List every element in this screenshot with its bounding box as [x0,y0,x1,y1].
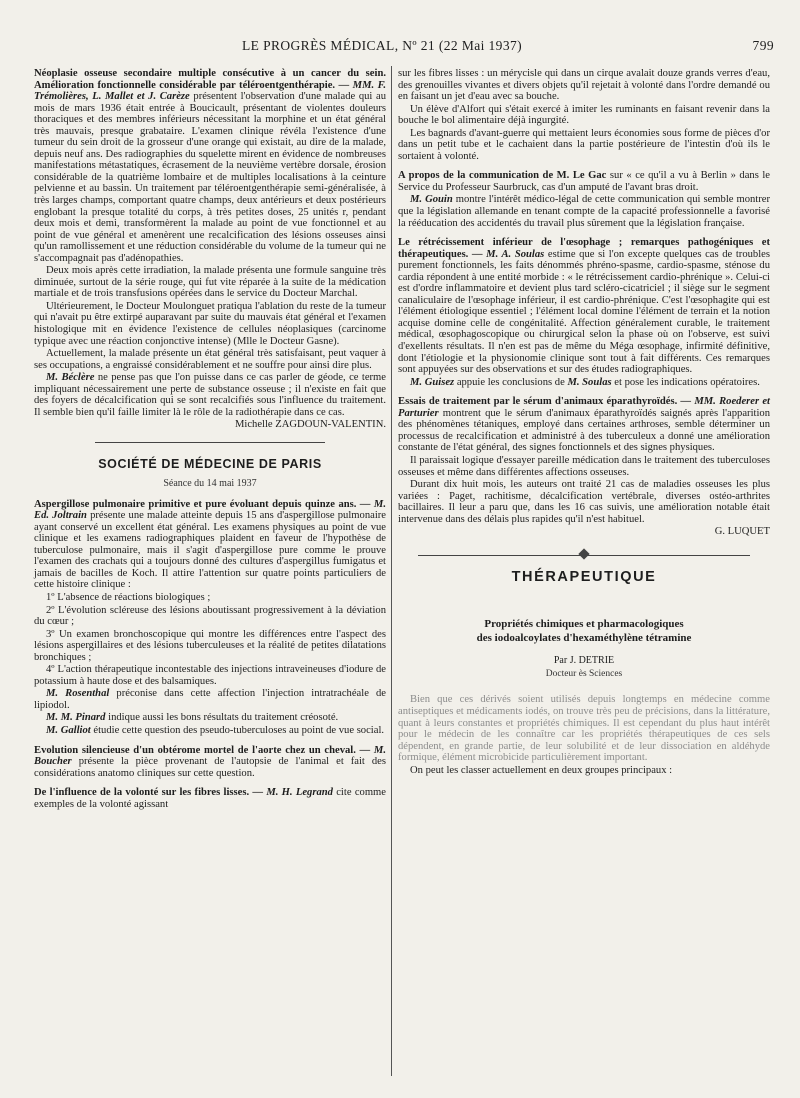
paragraph-serum-3: Durant dix huit mois, les auteurs ont traité 21 cas de maladies osseuses les plus variées : Paget, rachitisme, décalcification vertébrale, diverses ostéo-arthrites bacillaires. Il leur a paru que, dans les 16 cas suivis, une amélioration notable était intervenue dans des délais plus rapides qu'il n'est habituel. [398,479,770,525]
paragraph-influence-cont-2: Un élève d'Alfort qui s'était exercé à imiter les ruminants en faisant revenir dans la bouche le bol alimentaire déjà ingurgité. [398,103,770,127]
article-title-gac: A propos de la communication de M. Le Gac [398,170,607,182]
paragraph-beclere [34,372,386,418]
article-title-serum: Essais de traitement par le sérum d'animaux éparathyroïdés. [398,396,678,408]
page-number: 799 [752,38,774,53]
author-galliot: M. Galliot [46,724,91,736]
right-column [398,68,770,777]
authors-neoplasie: — MM. F. Trémolières, L. Mallet et J. Carèze [34,79,386,103]
authors-serum: — MM. Roederer et Parturier [398,396,770,419]
paragraph-serum [398,396,770,454]
author-pinard: M. M. Pinard [46,712,106,724]
article-title-line-2: des iodoalcoylates d'hexaméthylène tétramine [476,632,692,645]
list-item: 1º L'absence de réactions biologiques ; [46,591,211,603]
running-title: LE PROGRÈS MÉDICAL, Nº 21 (22 Mai 1937) [242,38,523,53]
authors-oesophage: — M. A. Soulas [471,248,545,260]
list-item: 2º L'évolution scléreuse des lésions aboutissant progressivement à la déviation du cœur ; [34,604,386,628]
paragraph-evolution [34,745,386,780]
list-item: 4º L'action thérapeutique incontestable des injections intraveineuses d'iodure de potassium à haute dose et des balsamiques. [34,664,386,687]
affiliation: Docteur ès Sciences [545,668,623,679]
text-beclere: ne pense pas que l'on puisse dans ce cas parler de géode, ce terme impliquant nécessairement une perte de substance osseuse ; il n'existe en fait que des foyers de décalcification qui se sont recalcifiés sous l'influence du traitement. Il semble bien qu'il faille limiter là le rôle de la radiothérapie dans ce cas. [34,372,386,418]
authors-aspergillose: — M. Ed. Joltrain [34,498,386,522]
column-divider [391,66,392,1076]
paragraph-influence-cont: sur les fibres lisses : un mérycisle qui dans un cirque avalait douze grands verres d'eau, des grenouilles vivantes et divers objets qu'il rejetait à volonté dans l'ordre demandé ou en faisant un jet d'eau avec sa bouche. [398,68,770,103]
text-galliot: étudie cette question des pseudo-tuberculoses au point de vue social. [93,724,385,736]
text-gouin: montre l'intérêt médico-légal de cette communication qui semble montrer que la législation allemande en tenant compte de la capacité professionnelle a favorisé la rééducation des accidentés du travail plus sûrement que la législation française. [398,194,771,229]
text-rosenthal: préconise dans cette affection l'injection intratrachéale de lipiodol. [34,688,386,711]
paragraph-neoplasie-2: Deux mois après cette irradiation, la malade présenta une formule sanguine très diminuée, surtout de la série rouge, qui fut vite réparée à la suite de la médication martiale et de trois transfusions opérées dans le service du Docteur Marchal. [34,265,386,300]
paragraph-neoplasie [34,68,386,264]
article-title-evolution: Evolution silencieuse d'un obtérome mortel de l'aorte chez un cheval. [34,744,356,756]
author-rosenthal: M. Rosenthal [46,688,110,700]
society-title: SOCIÉTÉ DE MÉDECINE DE PARIS [98,456,322,471]
article-title-influence: De l'influence de la volonté sur les fibres lisses. [34,787,250,799]
article-title-oesophage: Le rétrécissement inférieur de l'œsophage ; remarques pathogéniques et thérapeutiques. [398,237,770,260]
text-guisez-end: et pose les indications opératoires. [614,376,760,388]
paragraph-neoplasie-3: Ultérieurement, le Docteur Moulonguet pratiqua l'ablation du reste de la tumeur qui n'avait pu être extirpé auparavant par suite du mauvais état général et l'examen histologique mit en évidence l'existence de cellules néoplasiques (carcinome typique avec une réaction conjonctive intense) (Mlle le Docteur Gasne). [34,300,386,347]
paragraph-rosenthal [34,688,386,711]
byline: Par J. DETRIE [553,655,615,667]
section-separator [34,437,386,449]
text-neoplasie: présentent l'observation d'une malade qui au mois de mars 1936 était entrée à Boucicault, présentant de violentes douleurs thoraciques et des membres inférieurs nécessitant la morphine et un état général très mauvais, presque grabataire. L'examen clinique révéla l'existence d'une tumeur du sein droit de la grosseur d'une orange qui existait, au dire de la malade, depuis neuf ans. Des radiographies du squelette mirent en évidence de nombreuses manifestations métastatiques, écrasement de la neuvième vertèbre dorsale, érosion considérable de la quatrième lombaire et de multiples localisations à la ceinture pelvienne et au bassin. Un traitement par téléroentgenthérapie semi-généralisée, à très larges champs, comportant quatre champs, deux antérieurs et deux postérieurs englobant la presque totalité du corps, à très petites doses, 25 unités r, pendant deux mois et demi, transformèrent la malade au point de vue fonctionnel et au point de vue général et amenèrent une recalcification des lésions osseuses ainsi qu'un ramollissement et une réduction considérable du volume de la tumeur qui ne s'accompagnait pas d'adénopathies. [34,91,386,264]
article-title-neoplasie: Néoplasie osseuse secondaire multiple consécutive à un cancer du sein. Amélioration fonctionnelle considérable par téléroentgenthérapie. [34,68,386,91]
ornamental-rule [398,554,770,558]
text-gac: sur « ce qu'il a vu à Berlin » dans le Service du Professeur Saurbruck, cas d'un amputé de l'avant bras droit. [398,170,770,193]
article-title-line-1: Propriétés chimiques et pharmacologiques [484,618,684,631]
text-serum: montrent que le sérum d'animaux éparathyroïdés saignés après l'apparition des phénomènes tétaniques, employé dans certaines arthroses, semble déterminer un processus de recalcification et administré à des tuberculeux a donné une amélioration constante de l'état général, des signes fonctionnels et des signes physiques. [398,407,770,454]
article-title-aspergillose: Aspergillose pulmonaire primitive et pure évoluant depuis quinze ans. [34,498,357,510]
text-pinard: indique aussi les bons résultats du traitement créosoté. [108,712,339,724]
section-title-therapeutique: THÉRAPEUTIQUE [511,568,657,585]
authors-evolution: — M. Boucher [34,744,387,768]
text-evolution: présente la pièce provenant de l'autopsie de l'animal et fait des considérations anatomo cliniques sur cette question. [34,756,386,779]
paragraph-guisez [398,377,770,389]
running-header [34,38,774,56]
paragraph-neoplasie-4: Actuellement, la malade présente un état général très satisfaisant, peut vaquer à ses occupations, a engraissé considérablement et ne souffre pour ainsi dire plus. [34,348,386,371]
paragraph-influence [34,787,386,810]
list-item: 3º Un examen bronchoscopique qui montre les différences entre l'aspect des lésions aspergillaires et des lésions tuberculeuses et la réalité de petites dilatations bronchiques ; [34,628,386,663]
paragraph-serum-2: Il paraissait logique d'essayer pareille médication dans le traitement des tuberculoses osseuses et même dans différentes affections osseuses. [398,454,770,478]
session-date: Séance du 14 mai 1937 [163,478,257,490]
text-influence: cite comme exemples de la volonté agissant [34,787,386,810]
paragraph-influence-cont-3: Les bagnards d'avant-guerre qui mettaient leurs économies sous forme de pièces d'or dans un petit tube et le cachaient dans la partie postérieure de l'intestin d'où ils le sortaient à volonté. [398,127,770,162]
author-gouin: M. Gouin [410,194,453,206]
author-guisez: M. Guisez [410,376,455,388]
paragraph-therapeutique-1: Bien que ces dérivés soient utilisés depuis longtemps en médecine comme antiseptiques et médicaments iodés, on trouve très peu de précisions, dans la littérature, quant à leurs constantes et propriétés chimiques. Il est cependant du plus haut intérêt pour le médecin de les connaître car les propriétés thérapeutiques de ces sels dépendent, en grande partie, de leur solubilité et de leur dissociation en aldéhyde formique, élément microbicide particulièrement important. [398,694,770,764]
signature-luquet: G. LUQUET [714,526,770,538]
text-aspergillose: présente une malade atteinte depuis 15 ans d'aspergillose pulmonaire ayant conservé un excellent état général. Les examens physiques au point de vue clinique et les examens radiographiques plaident en faveur de l'hypothèse de tuberculose pulmonaire, mais il s'agit d'aspergillose pure comme le prouve l'examen des crachats qui a toujours donné des cultures d'aspergillus fumigatus et jamais de bacilles de Koch. Il attire l'attention sur quatre points particuliers de cette histoire clinique : [34,510,386,591]
paragraph-aspergillose [34,499,386,591]
left-column [34,68,386,811]
text-guisez: appuie les conclusions de [456,376,565,388]
text-oesophage: estime que si l'on excepte quelques cas de troubles purement fonctionnels, les faits dénommés phréno-spasme, cardio-spasme, sténose du cardia répondent à une entité morbide : « le rétrécissement cardio-phrénique ». Celui-ci est d'ordre inflammatoire et devient plus tard scléro-cicatriciel ; il siège sur le segment canaliculaire de l'œsophage inférieur, il est cardio-phrénique. C'est l'œsophagite qui est l'élément étiologique essentiel ; l'élément local domine l'élément de terrain et la notion acquise domine celle de congénitalité. Affection généralement curable, le traitement médical, œsophagoscopique ou chirurgical selon la phase où on l'observe, est suivi d'exellents résultats. Il n'en est pas de même du Méga œsophage, infirmité définitive, dont l'étiologie et la physionomie clinique sont tout à fait différents. Ces remarques sont appuyées sur des observations et sur des études radiographiques. [398,248,770,376]
paragraph-pinard [34,712,386,724]
paragraph-gouin [398,194,770,229]
paragraph-gac [398,170,770,193]
authors-influence: — M. H. Legrand [252,787,333,799]
article-title-iodoalcoylates [398,617,770,645]
author-beclere: M. Béclère [46,372,95,384]
paragraph-galliot [34,725,386,737]
paragraph-therapeutique-2: On peut les classer actuellement en deux groupes principaux : [410,764,673,776]
author-soulas: M. Soulas [567,376,612,388]
signature-zagdoun: Michelle ZAGDOUN-VALENTIN. [234,419,386,431]
paragraph-oesophage [398,237,770,376]
